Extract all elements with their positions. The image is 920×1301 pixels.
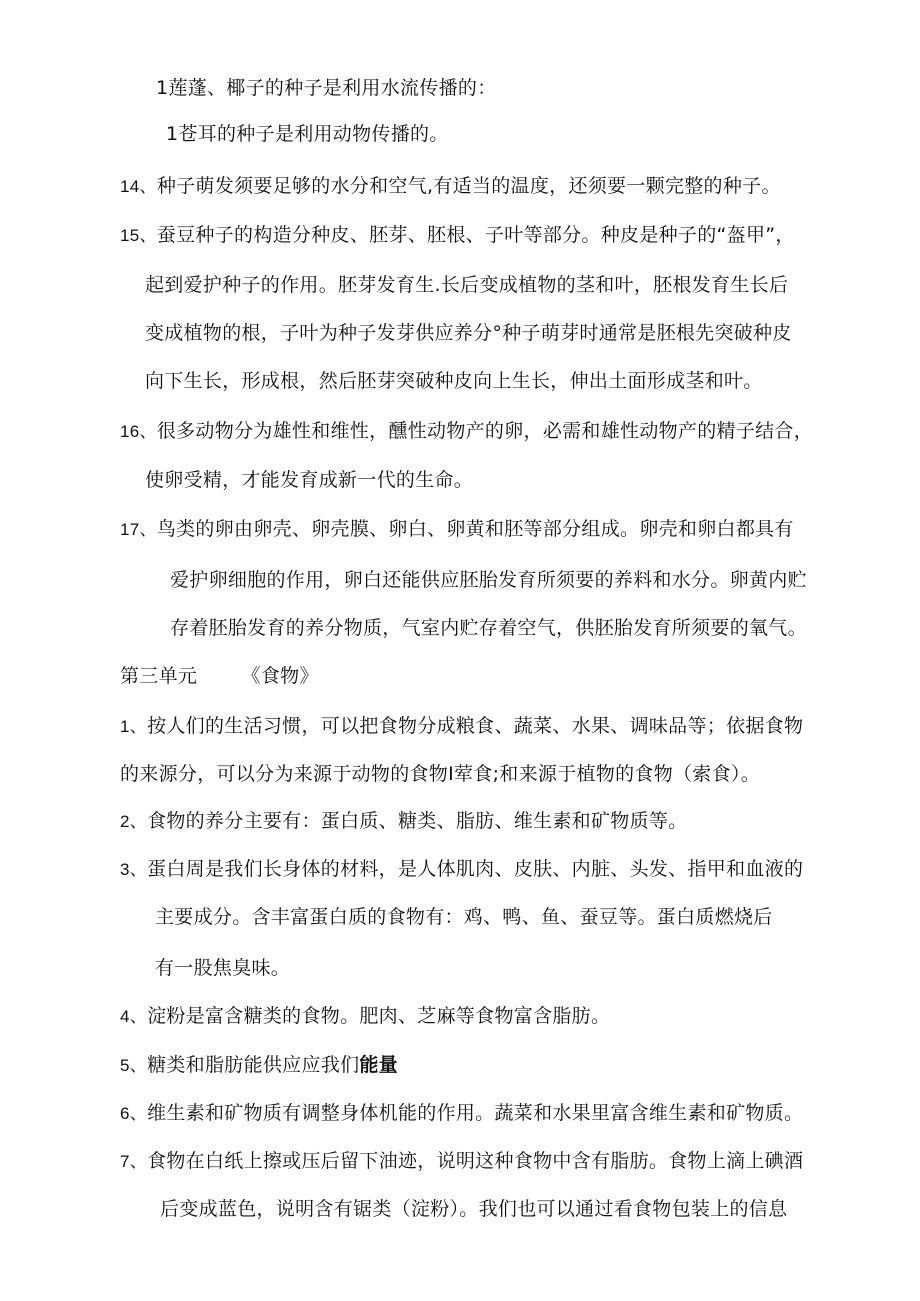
item-number: 15、 [120, 226, 157, 245]
unit-label: 第三单元 [120, 665, 198, 687]
line-text: 的来源分，可以分为来源于动物的食物I荤食;和来源于植物的食物（索食）。 [120, 763, 761, 785]
unit-heading [120, 664, 319, 688]
item-text: 很多动物分为雄性和维性，醺性动物产的卵，必需和雄性动物产的精子结合， [156, 420, 814, 442]
item-text: 种子萌发须要足够的水分和空气,有适当的温度，还须要一颗完整的种子。 [156, 175, 781, 197]
item-text: 糖类和脂肪能供应应我们 [147, 1054, 360, 1076]
item-text: 蛋白周是我们长身体的材料，是人体肌肉、皮肤、内脏、头发、指甲和血液的 [147, 858, 804, 880]
bold-term: 能量 [359, 1054, 398, 1076]
line-text: 向下生长，形成根，然后胚芽突破种皮向上生长，伸出土面形成茎和叶。 [145, 370, 763, 392]
line-text: 爱护卵细胞的作用，卵白还能供应胚胎发育所须要的养料和水分。卵黄内贮 [170, 569, 807, 591]
text-line [160, 1197, 787, 1221]
numbered-item [120, 1149, 803, 1174]
line-text: 变成植物的根，子叶为种子发芽供应养分°种子萌芽时通常是胚根先突破种皮 [145, 322, 792, 344]
text-line [120, 762, 760, 786]
item-number: 3、 [120, 860, 148, 879]
numbered-item [120, 174, 781, 199]
text-line [155, 905, 773, 929]
line-text: 起到爱护种子的作用。胚芽发育生.长后变成植物的茎和叶，胚根发育生长后 [145, 274, 789, 296]
line-text: 存着胚胎发育的养分物质，气室内贮存着空气，供胚胎发育所须要的氧气。 [170, 617, 807, 639]
numbered-item [120, 223, 795, 248]
line-text: 有一股焦臭味。 [155, 957, 291, 979]
item-text: 食物在白纸上擦或压后留下油迹，说明这种食物中含有脂肪。食物上滴上碘酒 [147, 1150, 804, 1172]
numbered-item [120, 1101, 803, 1126]
item-number: 1、 [120, 717, 148, 736]
item-number: 4、 [120, 1007, 148, 1026]
item-text: 淀粉是富含糖类的食物。肥肉、芝麻等食物富含脂肪。 [147, 1005, 611, 1027]
line-text: 使卵受精，才能发育成新一代的生命。 [145, 469, 474, 491]
line-text: 后变成蓝色，说明含有锯类（淀粉）。我们也可以通过看食物包装上的信息 [160, 1198, 788, 1220]
unit-title: 《食物》 [241, 665, 319, 687]
text-line [145, 273, 788, 297]
item-text: 维生素和矿物质有调整身体机能的作用。蔬菜和水果里富含维生素和矿物质。 [147, 1102, 804, 1124]
text-line [155, 956, 290, 980]
numbered-item [120, 1053, 398, 1078]
text-line [145, 321, 792, 345]
numbered-item [120, 857, 803, 882]
item-number: 16、 [120, 422, 157, 441]
numbered-item [120, 714, 803, 739]
text-line [145, 369, 763, 393]
item-number: 17、 [120, 520, 157, 539]
item-text: 鸟类的卵由卵壳、卵壳膜、卵白、卵黄和胚等部分组成。卵壳和卵白都具有 [156, 518, 794, 540]
text-line [166, 122, 449, 146]
text-line [170, 616, 807, 640]
item-number: 6、 [120, 1104, 148, 1123]
text-line [170, 568, 807, 592]
item-number: 7、 [120, 1152, 148, 1171]
item-number: 5、 [120, 1056, 148, 1075]
text-line [145, 468, 473, 492]
item-text: 食物的养分主要有：蛋白质、糖类、脂肪、维生素和矿物质等。 [147, 810, 688, 832]
item-text: 蚕豆种子的构造分种皮、胚芽、胚根、子叶等部分。种皮是种子的“盔甲”， [156, 224, 795, 246]
text-line [156, 76, 497, 100]
numbered-item [120, 1004, 610, 1029]
item-number: 14、 [120, 177, 157, 196]
numbered-item [120, 809, 687, 834]
item-text: 按人们的生活习惯，可以把食物分成粮食、蔬菜、水果、调味品等；依据食物 [147, 715, 804, 737]
line-text: 1莲蓬、椰子的种子是利用水流传播的： [156, 77, 497, 99]
item-number: 2、 [120, 812, 148, 831]
line-text: 1苍耳的种子是利用动物传播的。 [166, 123, 449, 145]
numbered-item [120, 517, 794, 542]
line-text: 主要成分。含丰富蛋白质的食物有：鸡、鸭、鱼、蚕豆等。蛋白质燃烧后 [155, 906, 773, 928]
numbered-item [120, 419, 813, 444]
